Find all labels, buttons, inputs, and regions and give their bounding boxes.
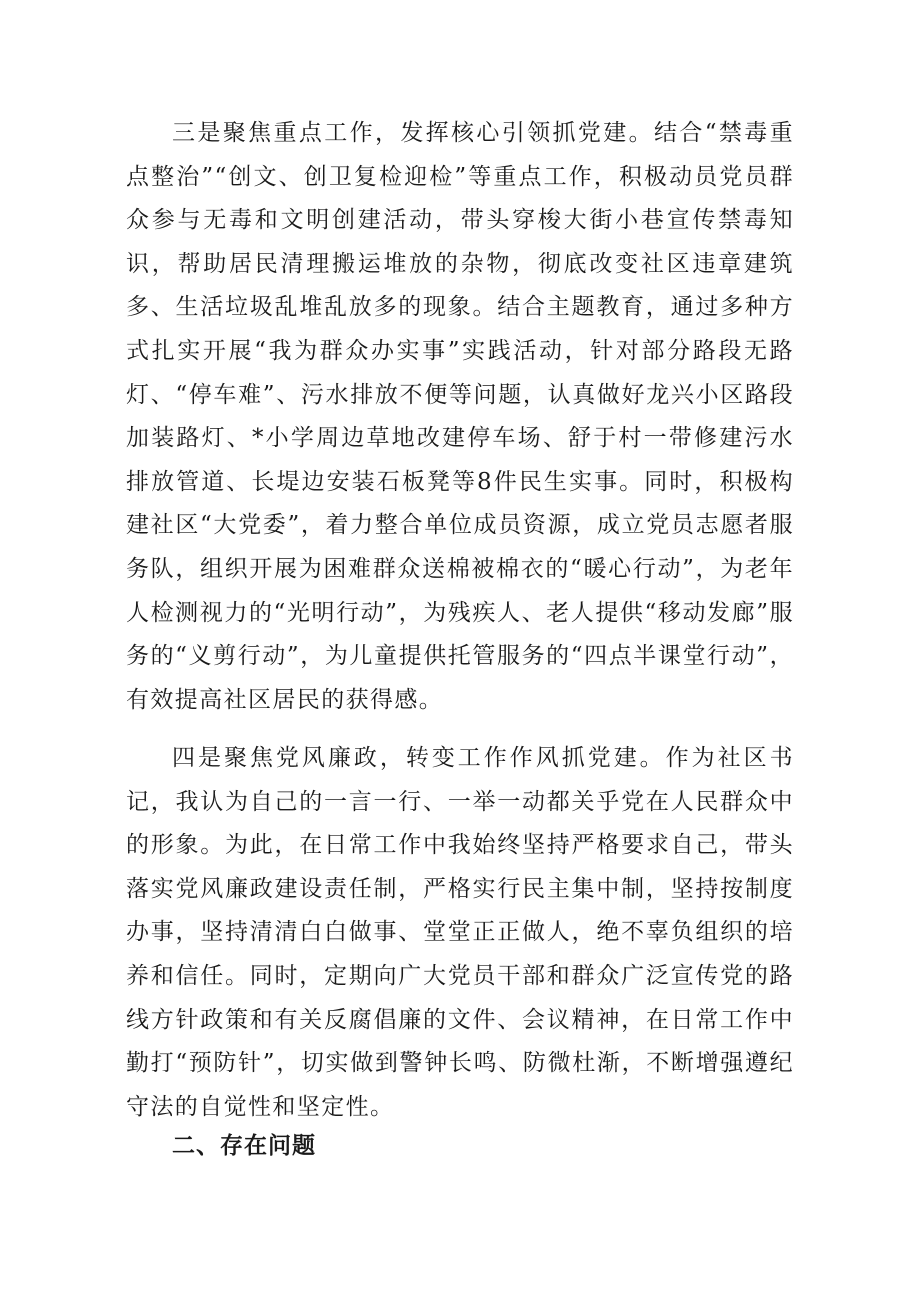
paragraph-point-four: 四是聚焦党风廉政，转变工作作风抓党建。作为社区书记，我认为自己的一言一行、一举一动都关乎党在人民群众中的形象。为此，在日常工作中我始终坚持严格要求自己，带头落实党风廉政建设责任制，严格实行民主集中制，坚持按制度办事，坚持清清白白做事、堂堂正正做人，绝不辜负组织的培养和信任。同时，定期向广大党员干部和群众广泛宣传党的路线方针政策和有关反腐倡廉的文件、会议精神，在日常工作中勤打“预防针”，切实做到警钟长鸣、防微杜渐，不断增强遵纪守法的自觉性和坚定性。 — [126, 745, 794, 1120]
paragraph-point-three: 三是聚焦重点工作，发挥核心引领抓党建。结合“禁毒重点整治”“创文、创卫复检迎检”等重点工作，积极动员党员群众参与无毒和文明创建活动，带头穿梭大街小巷宣传禁毒知识，帮助居民清理搬运堆放的杂物，彻底改变社区违章建筑多、生活垃圾乱堆乱放多的现象。结合主题教育，通过多种方式扎实开展“我为群众办实事”实践活动，针对部分路段无路灯、“停车难”、污水排放不便等问题，认真做好龙兴小区路段加装路灯、*小学周边草地改建停车场、舒于村一带修建污水排放管道、长堤边安装石板凳等8件民生实事。同时，积极构建社区“大党委”，着力整合单位成员资源，成立党员志愿者服务队，组织开展为困难群众送棉被棉衣的“暖心行动”，为老年人检测视力的“光明行动”，为残疾人、老人提供“移动发廊”服务的“义剪行动”，为儿童提供托管服务的“四点半课堂行动”，有效提高社区居民的获得感。 — [126, 120, 794, 713]
section-heading: 二、存在问题 — [172, 1133, 316, 1159]
